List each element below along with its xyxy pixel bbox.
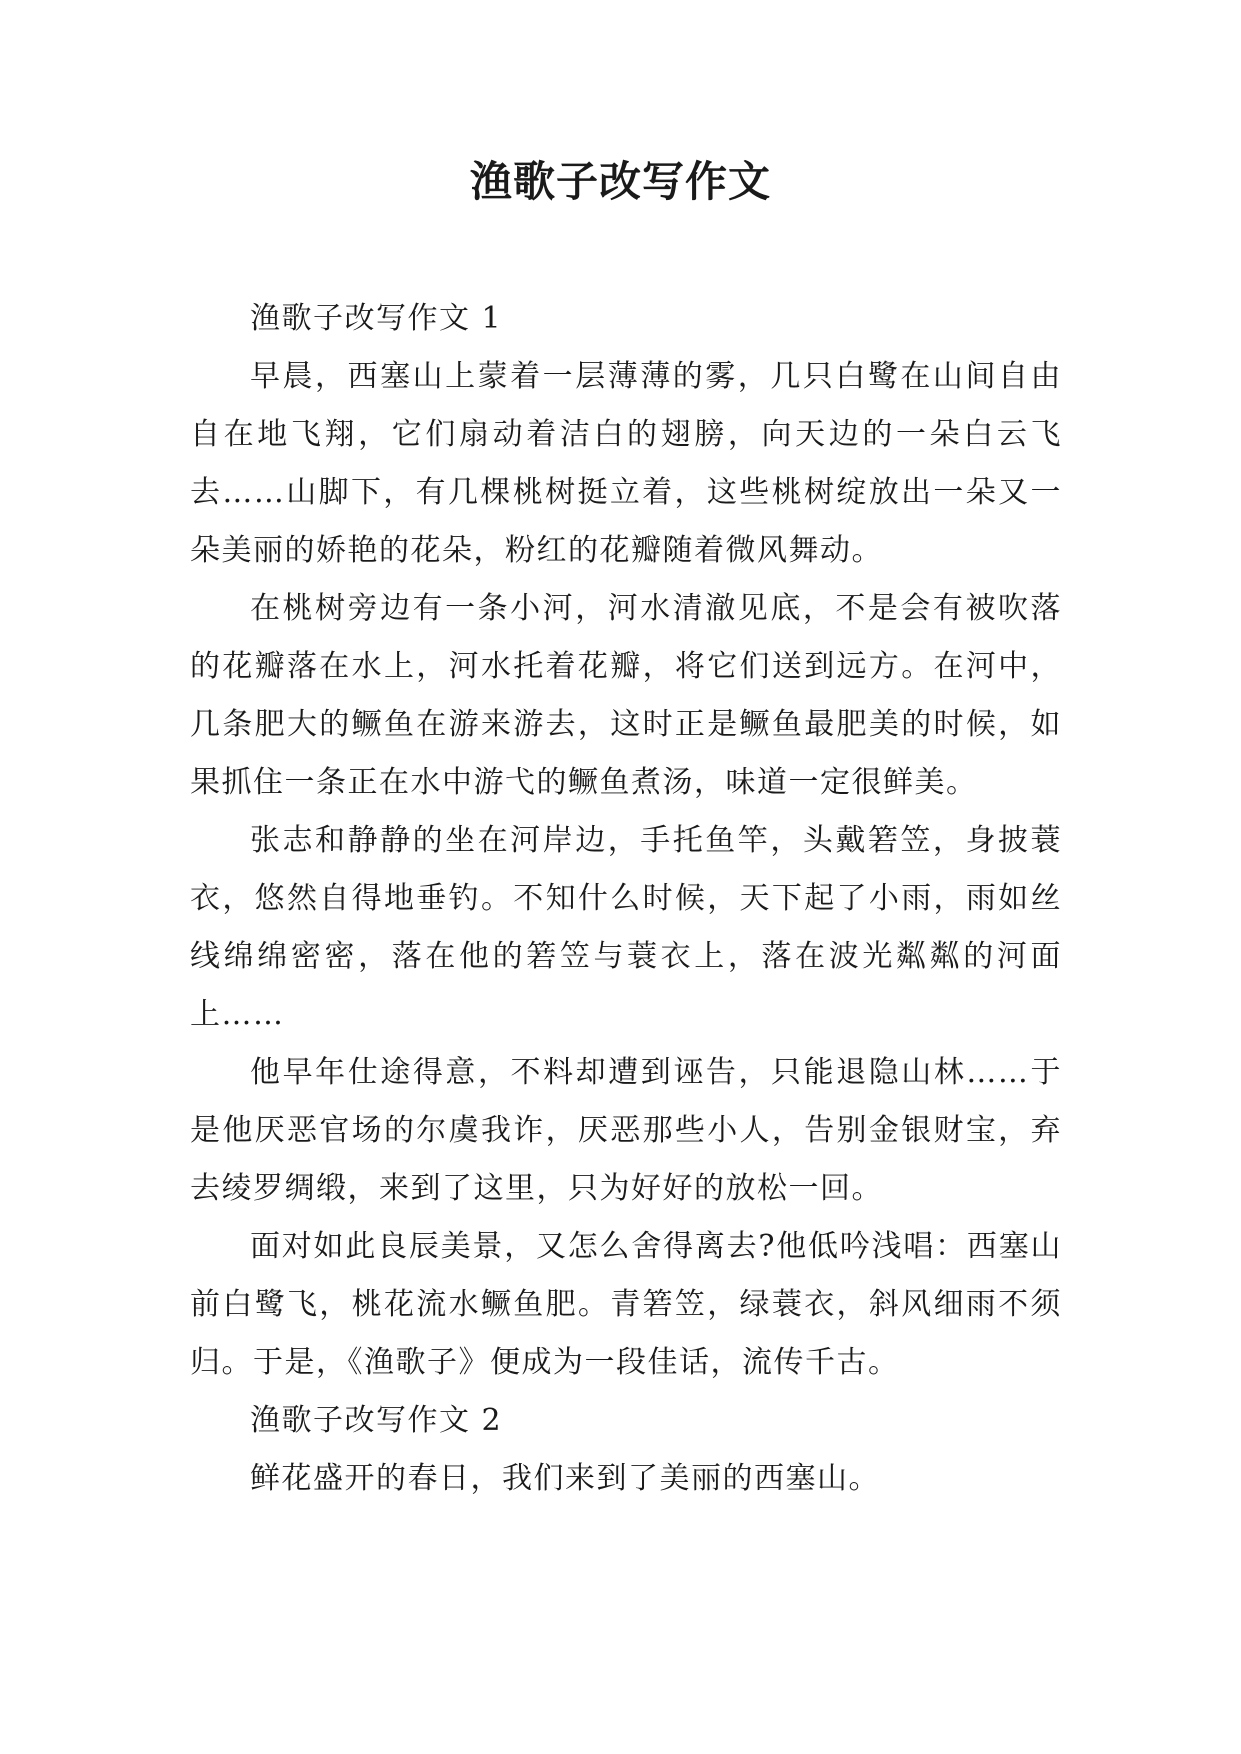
paragraph-1: 早晨，西塞山上蒙着一层薄薄的雾，几只白鹭在山间自由自在地飞翔，它们扇动着洁白的翅膀，向天边的一朵白云飞去……山脚下，有几棵桃树挺立着，这些桃树绽放出一朵又一朵美丽的娇艳的花朵，粉红的花瓣随着微风舞动。 bbox=[190, 359, 1062, 568]
paragraph-3: 张志和静静的坐在河岸边，手托鱼竿，头戴箬笠，身披蓑衣，悠然自得地垂钓。不知什么时候，天下起了小雨，雨如丝线绵绵密密，落在他的箬笠与蓑衣上，落在波光粼粼的河面上…… bbox=[190, 823, 1062, 1032]
paragraph-4: 他早年仕途得意，不料却遭到诬告，只能退隐山林……于是他厌恶官场的尔虞我诈，厌恶那些小人，告别金银财宝，弃去绫罗绸缎，来到了这里，只为好好的放松一回。 bbox=[190, 1055, 1062, 1206]
document-title: 渔歌子改写作文 bbox=[469, 157, 771, 206]
section-heading-2: 渔歌子改写作文 2 bbox=[250, 1403, 503, 1438]
paragraph-6: 鲜花盛开的春日，我们来到了美丽的西塞山。 bbox=[250, 1461, 880, 1496]
paragraph-2: 在桃树旁边有一条小河，河水清澈见底，不是会有被吹落的花瓣落在水上，河水托着花瓣，将它们送到远方。在河中，几条肥大的鳜鱼在游来游去，这时正是鳜鱼最肥美的时候，如果抓住一条正在水中游弋的鳜鱼煮汤，味道一定很鲜美。 bbox=[190, 591, 1062, 800]
paragraph-5: 面对如此良辰美景，又怎么舍得离去?他低吟浅唱：西塞山前白鹭飞，桃花流水鳜鱼肥。青箬笠，绿蓑衣，斜风细雨不须归。于是，《渔歌子》便成为一段佳话，流传千古。 bbox=[190, 1229, 1062, 1380]
section-heading-1: 渔歌子改写作文 1 bbox=[250, 301, 503, 336]
document-body bbox=[190, 290, 1062, 1508]
